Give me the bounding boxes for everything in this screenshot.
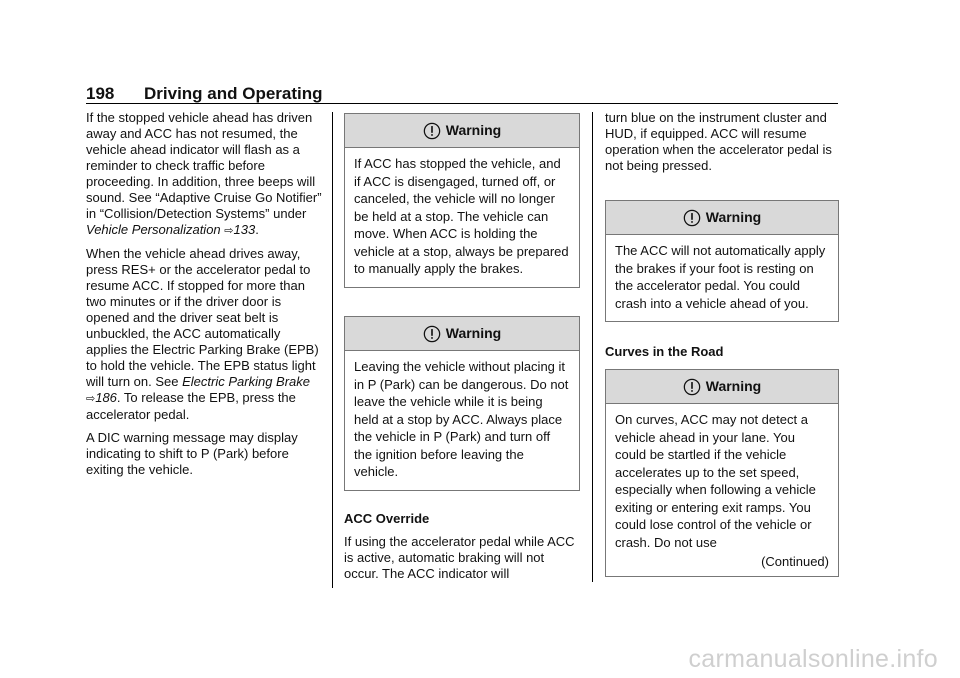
paragraph-go-notifier xyxy=(86,110,322,239)
paragraph-text: When the vehicle ahead drives away, press RES+ or the accelerator pedal to resume ACC. If stopped for more than two minutes or if the driver door is opened and the driver seat belt is unbuckled, the ACC automatically applies the Electric Parking Brake (EPB) to hold the vehicle. The EPB status light will turn on. See xyxy=(86,246,319,389)
paragraph-dic-message: A DIC warning message may display indicating to shift to P (Park) before exiting the vehicle. xyxy=(86,430,298,477)
warning-icon xyxy=(423,325,441,343)
warning-title: Warning xyxy=(445,324,502,341)
warning-body xyxy=(606,404,838,576)
paragraph-text: If the stopped vehicle ahead has driven away and ACC has not resumed, the vehicle ahead indicator will flash as a reminder to check traffic before proceeding. In addition, three beeps will sound. See “Adaptive Cruise Go Notifier” in “Collision/Detection Systems” under xyxy=(86,110,322,221)
warning-box-curves xyxy=(605,369,839,577)
warning-box-foot-on-pedal xyxy=(605,200,839,322)
paragraph-tail: . To release the EPB, press the accelerator pedal. xyxy=(86,390,296,422)
link-electric-parking-brake[interactable]: Electric Parking Brake xyxy=(182,374,311,389)
warning-header xyxy=(606,370,838,404)
subheading-curves: Curves in the Road xyxy=(605,344,724,359)
warning-box-park xyxy=(344,316,580,491)
page-ref-arrow-icon: ⇨ xyxy=(224,225,234,237)
warning-icon xyxy=(683,378,701,396)
watermark: carmanualsonline.info xyxy=(688,645,938,673)
warning-header xyxy=(606,201,838,235)
subheading-acc-override: ACC Override xyxy=(344,511,430,526)
warning-icon xyxy=(683,209,701,227)
warning-title: Warning xyxy=(705,208,762,225)
warning-body: Leaving the vehicle without placing it in P (Park) can be dangerous. Do not leave the vehicle while it is being held at a stop by ACC. Always place the vehicle in P (Park) and turn off the ignition before leaving the vehicle. xyxy=(354,359,569,479)
column-divider-right xyxy=(592,112,593,582)
warning-body: The ACC will not automatically apply the brakes if your foot is resting on the accelerator pedal. You could crash into a vehicle ahead of you. xyxy=(615,243,826,311)
paragraph-tail: . xyxy=(255,222,259,237)
page-ref-arrow-icon: ⇨ xyxy=(86,393,96,405)
section-title: Driving and Operating xyxy=(144,84,323,103)
column-3-subheading xyxy=(605,344,839,367)
paragraph-acc-override: If using the accelerator pedal while ACC is active, automatic braking will not occur. The ACC indicator will xyxy=(344,534,575,581)
page-ref[interactable]: 133 xyxy=(233,222,256,237)
warning-header xyxy=(345,114,579,148)
page-number: 198 xyxy=(86,84,115,103)
warning-icon xyxy=(423,122,441,140)
warning-header xyxy=(345,317,579,351)
warning-text: On curves, ACC may not detect a vehicle ahead in your lane. You could be startled if the vehicle accelerates up to the set speed, especially when following a vehicle exiting or entering exit ramps. You could lose control of the vehicle or crash. Do not use xyxy=(615,412,816,550)
warning-title: Warning xyxy=(705,377,762,394)
warning-box-acc-stopped xyxy=(344,113,580,288)
link-vehicle-personalization[interactable]: Vehicle Personalization xyxy=(86,222,221,237)
column-divider-left xyxy=(332,112,333,588)
column-2-text xyxy=(344,511,580,589)
warning-title: Warning xyxy=(445,121,502,138)
paragraph-vehicle-drives-away xyxy=(86,246,322,423)
header-rule xyxy=(86,103,838,104)
column-3-text xyxy=(605,110,839,181)
column-1 xyxy=(86,110,322,485)
continued-label: (Continued) xyxy=(761,554,829,569)
paragraph-indicator: turn blue on the instrument cluster and HUD, if equipped. ACC will resume operation when the accelerator pedal is not being pressed. xyxy=(605,110,832,173)
page-ref[interactable]: 186 xyxy=(95,390,117,405)
warning-body: If ACC has stopped the vehicle, and if ACC is disengaged, turned off, or canceled, the vehicle will no longer be held at a stop. The vehicle can move. When ACC is holding the vehicle at a stop, always be prepared to manually apply the brakes. xyxy=(354,156,569,276)
